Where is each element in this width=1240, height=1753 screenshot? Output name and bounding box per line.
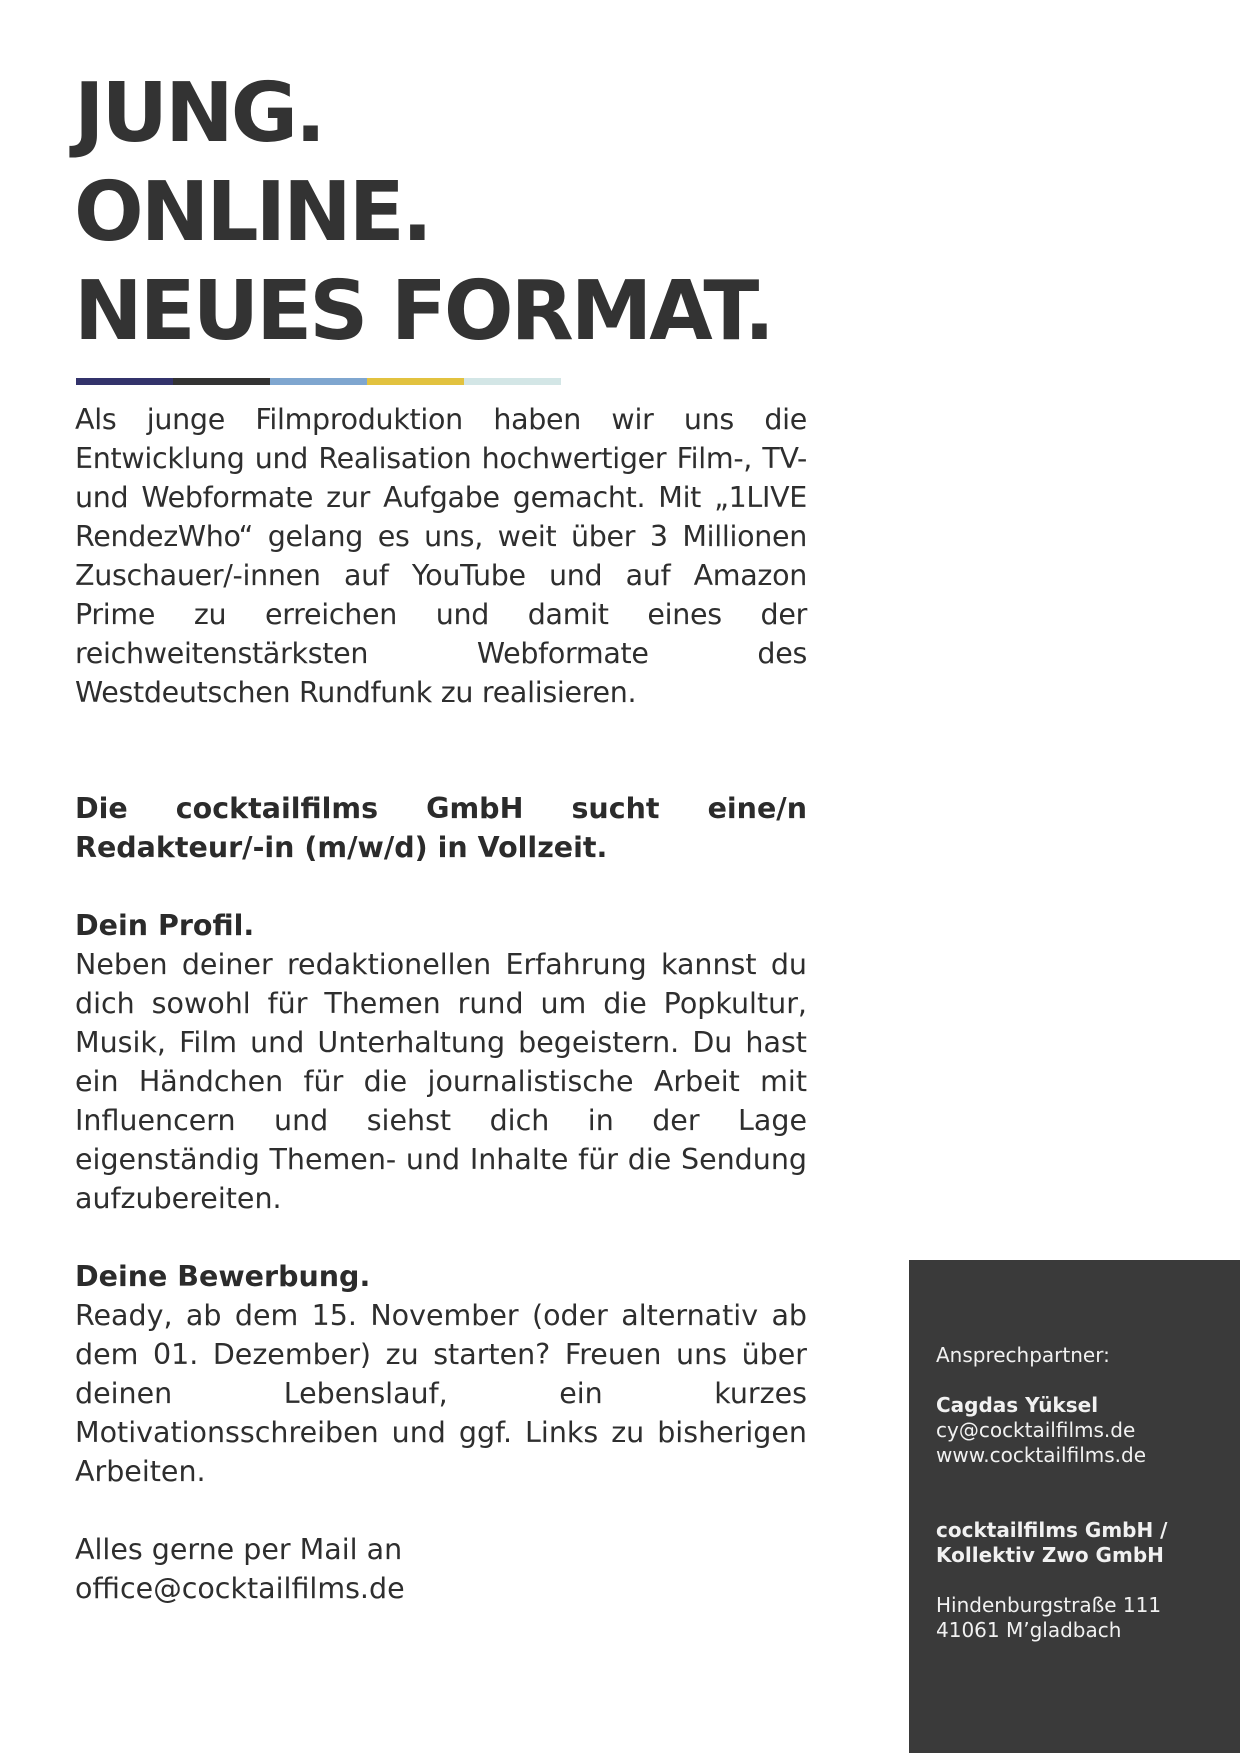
contact-email-link[interactable]: cy@cocktailfilms.de [936, 1418, 1136, 1442]
headline-line-2: ONLINE. [74, 165, 430, 260]
job-statement: Die cocktailfilms GmbH sucht eine/n Redakteur/-in (m/w/d) in Vollzeit. [75, 792, 807, 864]
application-heading: Deine Bewerbung. [75, 1260, 371, 1293]
color-strip-segment-4 [367, 378, 464, 385]
color-strip [76, 378, 561, 385]
application-text: Ready, ab dem 15. November (oder alternativ ab dem 01. Dezember) zu starten? Freuen uns über deinen Lebenslauf, ein kurzes Motivationsschreiben und ggf. Links zu bisherigen Arbeiten. [75, 1299, 807, 1488]
color-strip-segment-5 [464, 378, 561, 385]
intro-paragraph: Als junge Filmproduktion haben wir uns die Entwicklung und Realisation hochwertiger Film-, TV- und Webformate zur Aufgabe gemacht. Mit „1LIVE RendezWho“ gelang es uns, weit über 3 Millionen Zuschauer/-innen auf YouTube und auf Amazon Prime zu erreichen und damit eines der reichweitenstärksten Webformate des Westdeutschen Rundfunk zu realisieren. [75, 403, 807, 709]
main-content [75, 400, 807, 1608]
company-name-line-2: Kollektiv Zwo GmbH [936, 1543, 1164, 1567]
address-city: 41061 M’gladbach [936, 1618, 1122, 1642]
address-street: Hindenburgstraße 111 [936, 1593, 1162, 1617]
closing-email-link[interactable]: office@cocktailfilms.de [75, 1572, 405, 1605]
contact-website-link[interactable]: www.cocktailfilms.de [936, 1443, 1147, 1467]
color-strip-segment-3 [270, 378, 367, 385]
profile-text: Neben deiner redaktionellen Erfahrung kannst du dich sowohl für Themen rund um die Popkultur, Musik, Film und Unterhaltung begeistern. Du hast ein Händchen für die journalistische Arbeit mit Influencern und siehst dich in der Lage eigenständig Themen- und Inhalte für die Sendung aufzubereiten. [75, 948, 807, 1215]
headline-line-3: NEUES FORMAT. [74, 264, 773, 359]
company-name-line-1: cocktailfilms GmbH / [936, 1518, 1168, 1542]
contact-name: Cagdas Yüksel [936, 1393, 1099, 1417]
profile-heading: Dein Profil. [75, 909, 255, 942]
headline-line-1: JUNG. [74, 66, 324, 161]
contact-sidebar [909, 1260, 1240, 1753]
color-strip-segment-2 [173, 378, 270, 385]
contact-block [936, 1343, 1236, 1643]
closing-line: Alles gerne per Mail an [75, 1533, 403, 1566]
color-strip-segment-1 [76, 378, 173, 385]
contact-label: Ansprechpartner: [936, 1343, 1110, 1367]
headline [74, 64, 772, 361]
